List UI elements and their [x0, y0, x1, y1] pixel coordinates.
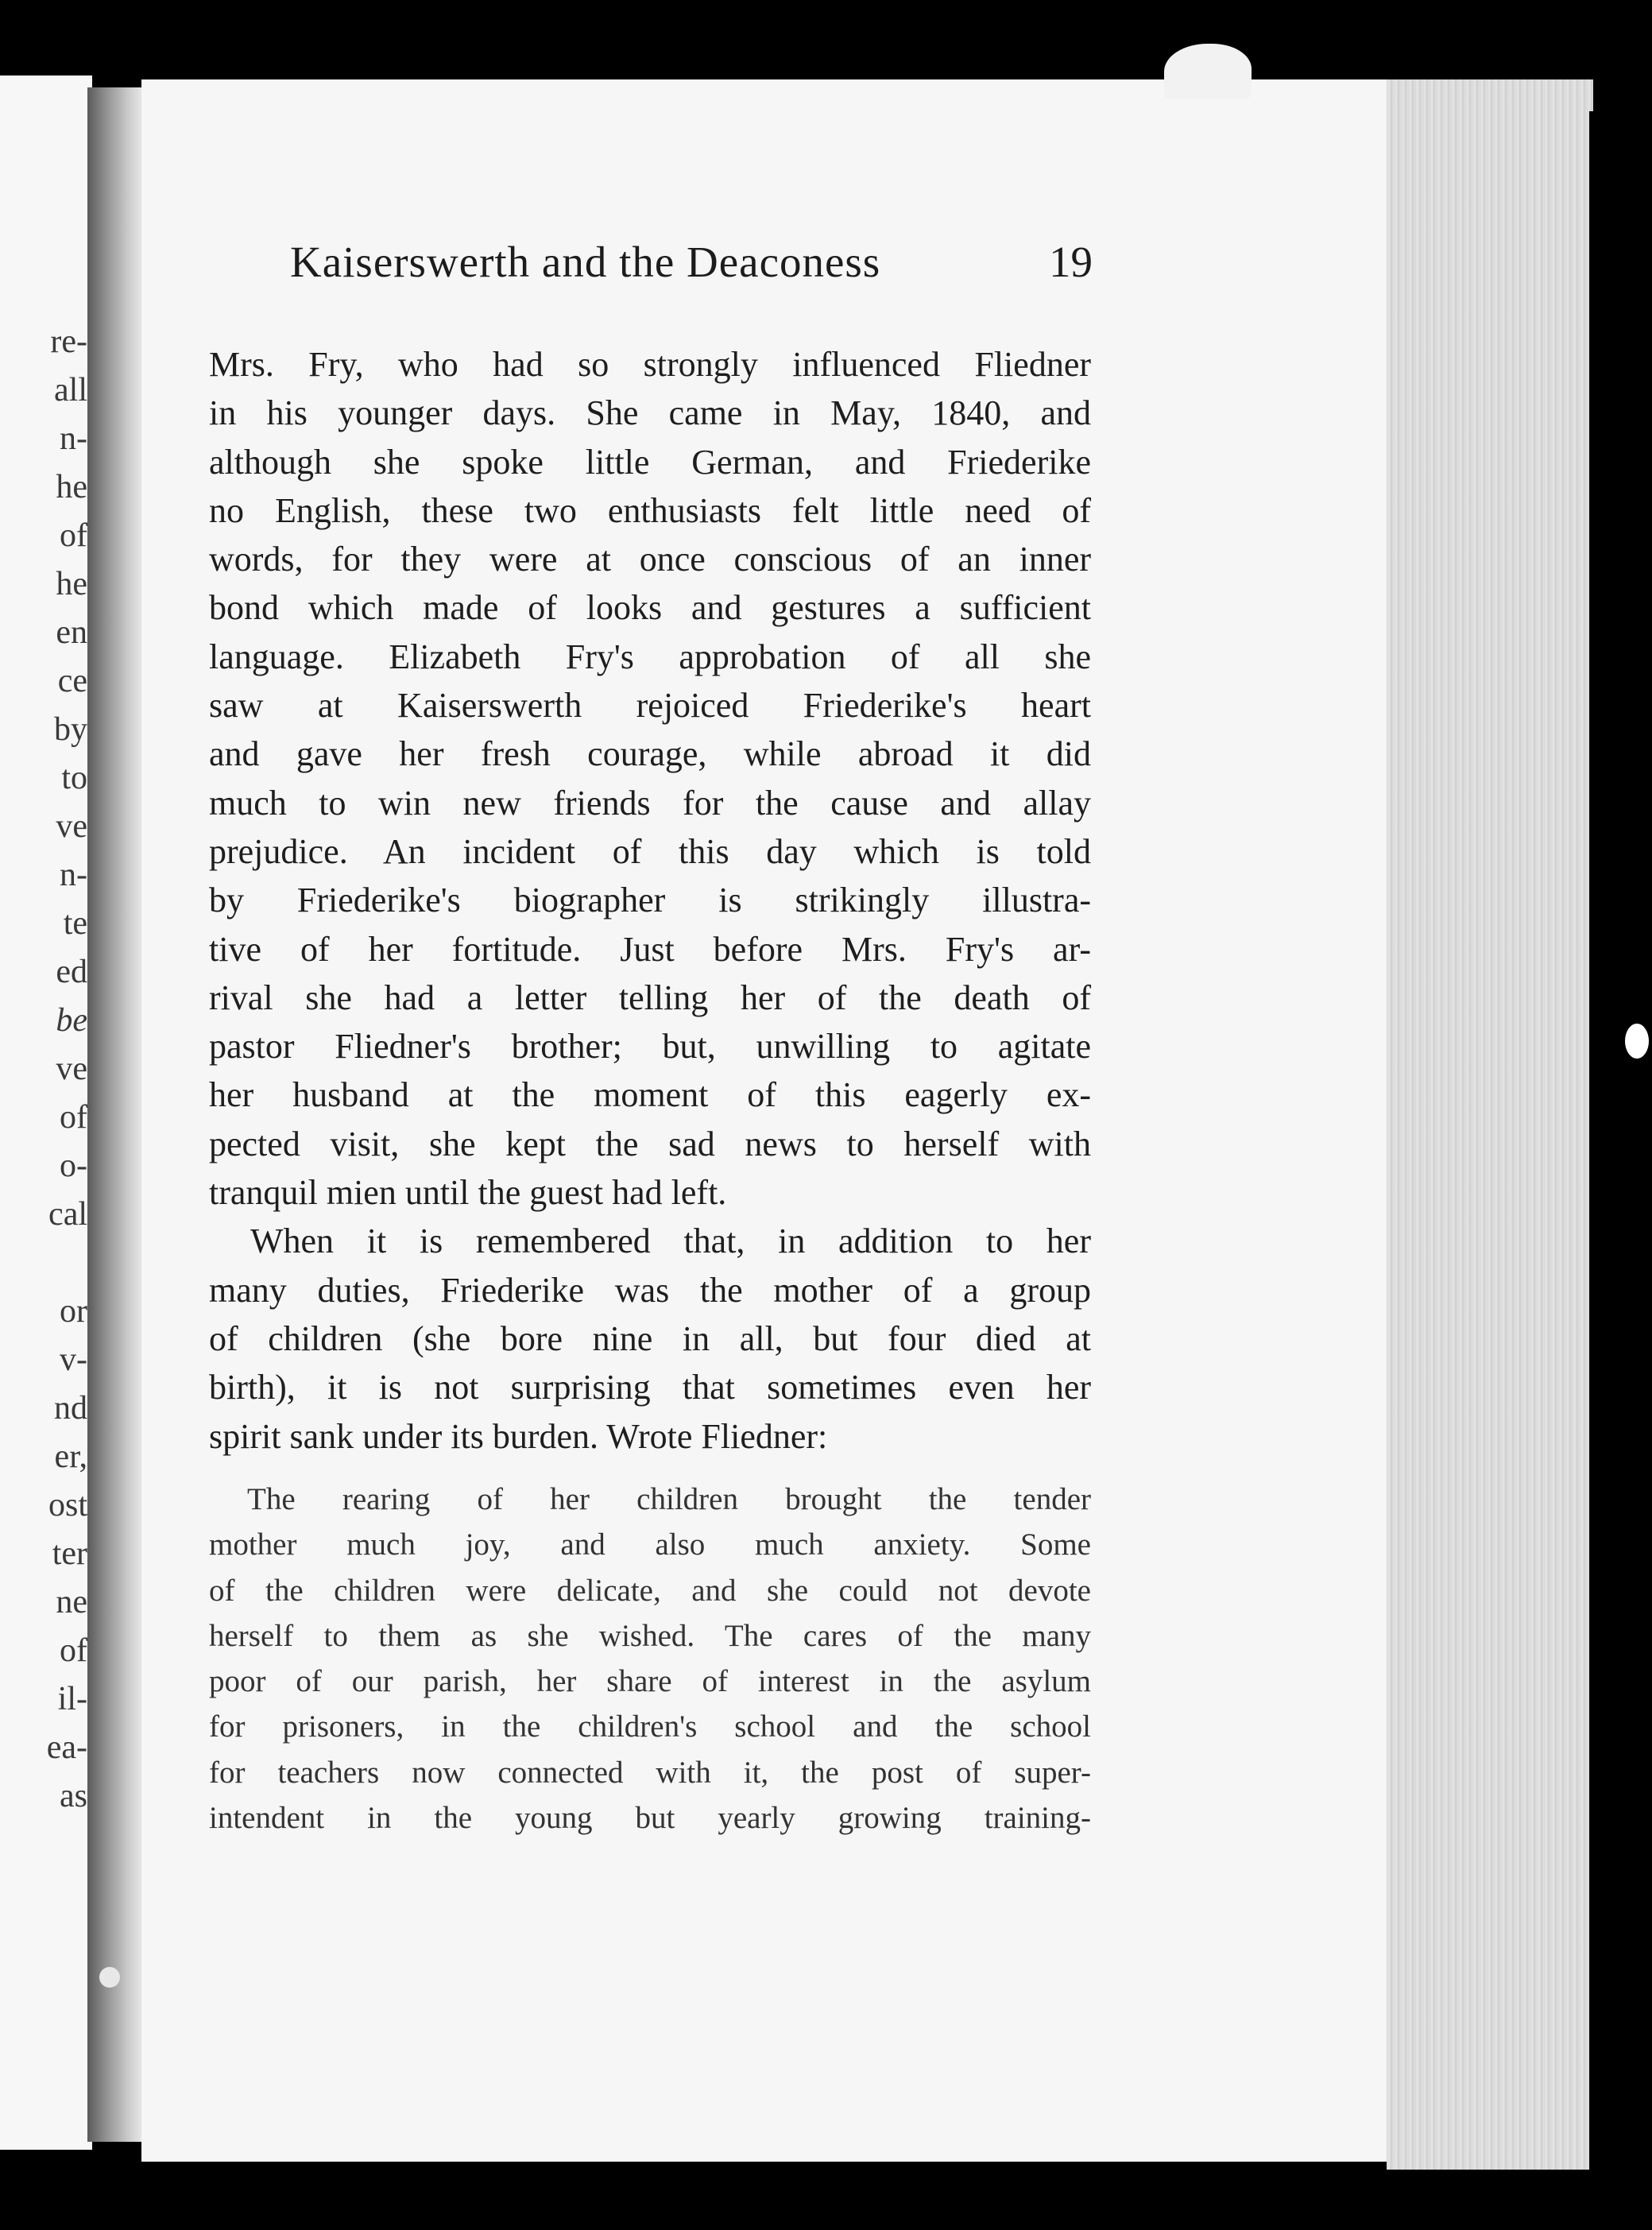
- left-fragment: be: [56, 1002, 87, 1039]
- left-fragment: ed: [56, 954, 87, 990]
- text-line: by Friederike's biographer is strikingly illustra-: [209, 881, 1091, 920]
- quote-line: of the children were delicate, and she could not devote: [209, 1573, 1091, 1608]
- left-page-text-fragments: [47, 318, 87, 1821]
- left-fragment: n-: [60, 857, 87, 893]
- left-fragment: or: [60, 1293, 87, 1330]
- text-line: tive of her fortitude. Just before Mrs. Fry's ar-: [209, 929, 1091, 969]
- left-fragment-blank: [47, 1239, 87, 1287]
- text-line: pected visit, she kept the sad news to herself with: [209, 1124, 1091, 1163]
- text-line: When it is remembered that, in addition to her: [250, 1221, 1091, 1261]
- text-line: words, for they were at once conscious of an inner: [209, 540, 1091, 579]
- quote-line: mother much joy, and also much anxiety. Some: [209, 1527, 1091, 1562]
- left-fragment: nd: [54, 1390, 87, 1427]
- left-fragment: ve: [56, 808, 87, 845]
- body-text: [209, 340, 1091, 1461]
- text-line: no English, these two enthusiasts felt little need of: [209, 490, 1091, 530]
- text-line: bond which made of looks and gestures a sufficient: [209, 588, 1091, 628]
- text-line: saw at Kaiserswerth rejoiced Friederike's heart: [209, 686, 1091, 726]
- left-fragment: ter: [52, 1535, 87, 1572]
- text-line: Mrs. Fry, who had so strongly influenced Fliedner: [209, 345, 1091, 384]
- page-top-tear: [1164, 44, 1252, 99]
- scan-speck: [1625, 1024, 1649, 1059]
- left-fragment: ne: [56, 1584, 87, 1620]
- quote-line: for teachers now connected with it, the post of super-: [209, 1755, 1091, 1790]
- text-line: of children (she bore nine in all, but four died at: [209, 1318, 1091, 1358]
- quote-line: The rearing of her children brought the tender: [247, 1482, 1091, 1516]
- left-fragment: as: [60, 1778, 87, 1814]
- left-fragment: by: [54, 711, 87, 748]
- text-line: spirit sank under its burden. Wrote Fliedner:: [209, 1416, 828, 1456]
- left-fragment: of: [60, 517, 87, 554]
- text-line: much to win new friends for the cause and allay: [209, 783, 1091, 823]
- left-fragment: ea-: [46, 1729, 87, 1766]
- left-fragment: re-: [50, 323, 87, 360]
- left-fragment: ce: [57, 663, 87, 699]
- quote-line: for prisoners, in the children's school and the school: [209, 1709, 1091, 1744]
- left-fragment: en: [56, 614, 87, 651]
- quote-line: poor of our parish, her share of interest in the asylum: [209, 1664, 1091, 1699]
- text-line: prejudice. An incident of this day which is told: [209, 831, 1091, 871]
- page-block-edge: [1387, 79, 1593, 2170]
- quote-line: herself to them as she wished. The cares of the many: [209, 1618, 1091, 1653]
- quote-line: intendent in the young but yearly growing training-: [209, 1801, 1091, 1836]
- left-fragment: he: [56, 469, 87, 505]
- left-fragment: il-: [57, 1681, 87, 1717]
- left-fragment: v-: [60, 1341, 87, 1378]
- left-fragment: n-: [60, 420, 87, 457]
- left-facing-page: [0, 75, 92, 2150]
- left-fragment: he: [56, 566, 87, 602]
- background-right-edge: [1589, 111, 1652, 2193]
- book-gutter-shadow: [87, 87, 145, 2142]
- left-fragment: of: [60, 1632, 87, 1669]
- block-quotation: [209, 1477, 1091, 1841]
- text-line: pastor Fliedner's brother; but, unwilling to agitate: [209, 1027, 1091, 1067]
- text-line: in his younger days. She came in May, 1840, and: [209, 393, 1091, 433]
- left-fragment: of: [60, 1099, 87, 1136]
- left-fragment: ost: [48, 1487, 87, 1523]
- running-header: [290, 237, 1093, 292]
- text-line: tranquil mien until the guest had left.: [209, 1173, 727, 1213]
- text-line: although she spoke little German, and Friederike: [209, 442, 1091, 482]
- scan-speck: [99, 1967, 120, 1988]
- left-fragment: cal: [48, 1196, 87, 1233]
- text-line: her husband at the moment of this eagerly ex-: [209, 1075, 1091, 1115]
- running-title: Kaiserswerth and the Deaconess: [290, 238, 881, 286]
- left-fragment: te: [63, 905, 87, 942]
- text-line: language. Elizabeth Fry's approbation of all she: [209, 637, 1091, 676]
- left-fragment: to: [61, 760, 87, 796]
- left-fragment: er,: [54, 1438, 87, 1475]
- text-line: and gave her fresh courage, while abroad it did: [209, 734, 1091, 774]
- text-line: many duties, Friederike was the mother of a group: [209, 1270, 1091, 1310]
- text-line: rival she had a letter telling her of the death of: [209, 978, 1091, 1017]
- left-fragment: o-: [60, 1148, 87, 1184]
- left-fragment: ve: [56, 1051, 87, 1087]
- page-number: 19: [1049, 238, 1093, 286]
- text-line: birth), it is not surprising that sometimes even her: [209, 1368, 1091, 1407]
- left-fragment: all: [54, 372, 87, 408]
